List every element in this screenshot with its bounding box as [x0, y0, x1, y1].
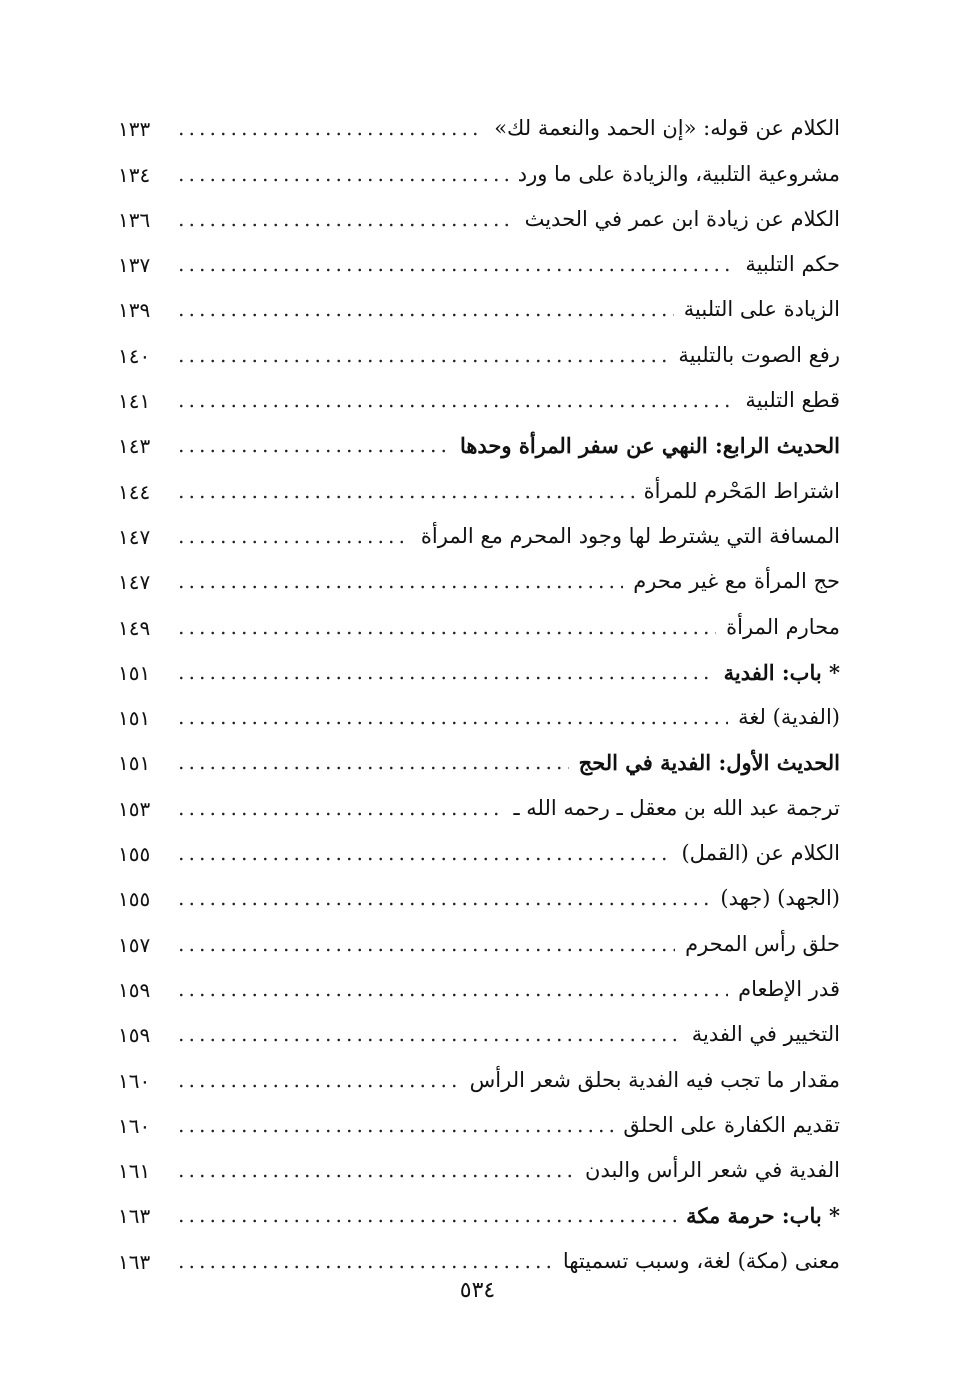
- dot-leader: [176, 449, 450, 453]
- toc-entry-page: ١٦٣: [118, 1204, 151, 1229]
- toc-entry-title: محارم المرأة: [726, 614, 840, 639]
- toc-entry-title: قدر الإطعام: [738, 976, 840, 1001]
- toc-entry: [118, 1097, 840, 1142]
- toc-entry: [118, 1051, 840, 1096]
- toc-entry: [118, 1232, 840, 1277]
- toc-entry: [118, 1187, 840, 1232]
- toc-entry-title: مقدار ما تجب فيه الفدية بحلق شعر الرأس: [469, 1067, 840, 1092]
- toc-entry-title: حلق رأس المحرم: [685, 931, 840, 956]
- toc-entry-page: ١٥٥: [118, 842, 151, 867]
- toc-entry-title: معنى (مكة) لغة، وسبب تسميتها: [562, 1248, 840, 1273]
- toc-entry-page: ١٥١: [118, 706, 151, 731]
- toc-entry-page: ١٥٩: [118, 977, 151, 1002]
- toc-entry-title: حكم التلبية: [745, 252, 840, 277]
- table-of-contents: [118, 100, 840, 1278]
- toc-entry-title: الحديث الأول: الفدية في الحج: [578, 750, 840, 776]
- toc-entry: [118, 779, 840, 824]
- toc-entry-page: ١٦١: [118, 1159, 151, 1184]
- toc-entry-title: قطع التلبية: [745, 388, 840, 413]
- dot-leader: [176, 993, 728, 997]
- toc-entry: [118, 417, 840, 462]
- toc-entry-page: ١٥٣: [118, 796, 151, 821]
- toc-entry: [118, 145, 840, 190]
- toc-entry-page: ١٦٠: [118, 1113, 151, 1138]
- toc-entry-title: مشروعية التلبية، والزيادة على ما ورد: [517, 161, 840, 186]
- toc-entry: [118, 1142, 840, 1187]
- toc-entry-title: التخيير في الفدية: [691, 1022, 840, 1047]
- dot-leader: [176, 1174, 575, 1178]
- dot-leader: [176, 902, 710, 906]
- toc-entry-page: ١٤٣: [118, 434, 151, 459]
- dot-leader: [176, 1129, 613, 1133]
- toc-entry-title: (الجهد) (جهد): [720, 886, 840, 911]
- toc-entry: [118, 870, 840, 915]
- dot-leader: [176, 721, 728, 725]
- dot-leader: [176, 1084, 460, 1088]
- dot-leader: [176, 495, 634, 499]
- toc-entry: [118, 281, 840, 326]
- toc-entry-page: ١٥١: [118, 751, 151, 776]
- toc-entry-title: الحديث الرابع: النهي عن سفر المرأة وحدها: [459, 433, 840, 459]
- toc-entry-title: * باب: حرمة مكة: [686, 1203, 840, 1229]
- toc-entry-title: * باب: الفدية: [723, 659, 840, 685]
- dot-leader: [176, 676, 714, 680]
- dot-leader: [176, 585, 623, 589]
- dot-leader: [176, 1265, 553, 1269]
- toc-entry-page: ١٥٩: [118, 1023, 151, 1048]
- toc-entry-page: ١٣٦: [118, 207, 151, 232]
- toc-entry-page: ١٤٧: [118, 570, 151, 595]
- toc-entry-page: ١٥١: [118, 660, 151, 685]
- dot-leader: [176, 857, 671, 861]
- toc-entry: [118, 689, 840, 734]
- toc-entry-title: ترجمة عبد الله بن معقل ـ رحمه الله ـ: [513, 795, 840, 820]
- toc-entry-page: ١٣٩: [118, 298, 151, 323]
- dot-leader: [176, 1038, 682, 1042]
- toc-entry-page: ١٤٠: [118, 343, 151, 368]
- toc-entry-page: ١٤٩: [118, 615, 151, 640]
- dot-leader: [176, 631, 716, 635]
- dot-leader: [176, 766, 569, 770]
- toc-entry: [118, 598, 840, 643]
- toc-entry: [118, 553, 840, 598]
- dot-leader: [176, 1219, 676, 1223]
- toc-entry: [118, 825, 840, 870]
- page-number: ٥٣٤: [459, 1278, 496, 1303]
- dot-leader: [176, 313, 674, 317]
- toc-entry-page: ١٥٧: [118, 932, 151, 957]
- toc-entry-page: ١٤٤: [118, 479, 151, 504]
- toc-entry-page: ١٤١: [118, 389, 151, 414]
- toc-entry-page: ١٦٠: [118, 1068, 151, 1093]
- toc-entry: [118, 236, 840, 281]
- toc-entry: [118, 915, 840, 960]
- toc-entry-title: تقديم الكفارة على الحلق: [623, 1112, 840, 1137]
- toc-entry: [118, 644, 840, 689]
- dot-leader: [176, 268, 735, 272]
- toc-entry-title: الكلام عن قوله: «إن الحمد والنعمة لك»: [494, 116, 840, 141]
- toc-entry: [118, 326, 840, 371]
- toc-entry-title: المسافة التي يشترط لها وجود المحرم مع المرأة: [420, 523, 840, 548]
- toc-entry: [118, 734, 840, 779]
- dot-leader: [176, 132, 484, 136]
- dot-leader: [176, 812, 503, 816]
- toc-entry-title: اشتراط المَحْرم للمرأة: [643, 478, 840, 503]
- toc-entry-page: ١٤٧: [118, 524, 151, 549]
- toc-entry: [118, 372, 840, 417]
- toc-entry-page: ١٦٣: [118, 1249, 151, 1274]
- toc-entry-page: ١٥٥: [118, 887, 151, 912]
- toc-entry-title: الفدية في شعر الرأس والبدن: [585, 1158, 840, 1183]
- dot-leader: [176, 540, 411, 544]
- toc-entry: [118, 961, 840, 1006]
- toc-entry-title: رفع الصوت بالتلبية: [678, 342, 840, 367]
- toc-entry: [118, 508, 840, 553]
- toc-entry: [118, 100, 840, 145]
- toc-entry-title: الزيادة على التلبية: [683, 297, 840, 322]
- dot-leader: [176, 948, 675, 952]
- toc-entry-page: ١٣٣: [118, 117, 151, 142]
- toc-entry-title: الكلام عن زيادة ابن عمر في الحديث: [524, 206, 840, 231]
- toc-entry: [118, 462, 840, 507]
- toc-entry: [118, 191, 840, 236]
- toc-entry-title: حج المرأة مع غير محرم: [633, 569, 840, 594]
- dot-leader: [176, 359, 668, 363]
- dot-leader: [176, 178, 508, 182]
- dot-leader: [176, 223, 515, 227]
- toc-entry: [118, 1006, 840, 1051]
- toc-entry-title: الكلام عن (القمل): [681, 841, 840, 866]
- toc-entry-title: (الفدية) لغة: [738, 705, 840, 730]
- dot-leader: [176, 404, 735, 408]
- toc-entry-page: ١٣٤: [118, 162, 151, 187]
- toc-entry-page: ١٣٧: [118, 253, 151, 278]
